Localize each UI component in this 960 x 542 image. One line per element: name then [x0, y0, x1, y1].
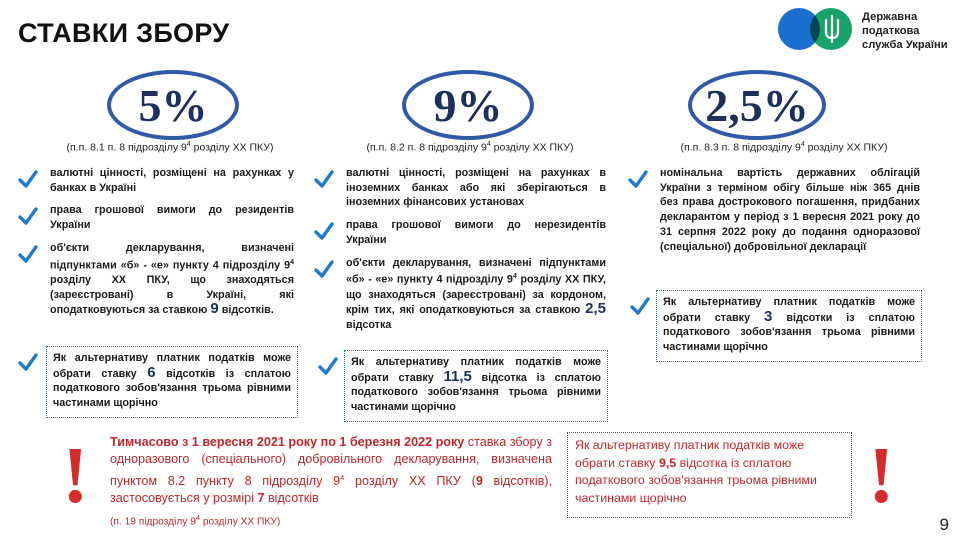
highlight-rate: 2,5: [585, 300, 606, 318]
list-item-text: об'єкти декларування, визначені підпунктами «б» - «е» пункту 4 підрозділу 9: [50, 241, 294, 272]
highlight-rate: 11,5: [443, 367, 472, 385]
alternative-rate-box: [46, 346, 298, 418]
list-item: [18, 241, 294, 318]
alternative-rate-box: [344, 350, 608, 422]
rate-source: [50, 141, 290, 154]
rate-oval-2-5: [688, 70, 826, 140]
list-item-text: об'єкти декларування, визначені підпунктами «б» - «е» пункту 4 підрозділу 9: [346, 256, 606, 286]
rate-source-text: розділу ХХ ПКУ): [190, 141, 274, 154]
rate-value: 9%: [433, 79, 503, 131]
alt-text: Як альтернативу платник податків може обрати ставку: [351, 356, 601, 384]
temporary-source-note: [110, 509, 552, 531]
highlight-rate: 9,5: [658, 455, 677, 470]
rate-source-text: (п.п. 8.3 п. 8 підрозділу 9: [680, 141, 801, 154]
column-9-percent: [314, 166, 606, 341]
list-item-text: валютні цінності, розміщені на рахунках у банках в Україні: [50, 167, 294, 194]
logo-text-line: служба України: [862, 39, 948, 51]
list-item: [18, 203, 294, 232]
checkmark-icon: [18, 169, 38, 189]
list-item: [314, 166, 606, 210]
alt-text: Як альтернативу платник податків може обрати ставку: [663, 296, 915, 324]
highlight-rate: 6: [147, 363, 156, 381]
checkmark-icon: [314, 169, 334, 189]
logo-text-line: податкова: [862, 25, 920, 37]
red-box-text: відсотка із сплатою податкового зобов'язання трьома рівними частинами щорічно: [575, 455, 817, 505]
rate-source-text: (п.п. 8.2 п. 8 підрозділу 9: [366, 141, 487, 154]
highlight-rate: 9: [210, 300, 219, 318]
temporary-text: розділу ХХ ПКУ (: [344, 474, 476, 488]
alt-text: відсотків із сплатою податкового зобов'язання трьома рівними частинами щорічно: [53, 367, 291, 409]
rate-source-sup: 4: [800, 141, 805, 148]
temporary-text: ставка збору з одноразового (спеціального) добровільного декларування, визначена пунктом 8.2 пункту 8 підрозділу 9: [110, 435, 552, 488]
list-item-text: права грошової вимоги до нерезидентів України: [346, 219, 606, 246]
list-item-text: розділу ХХ ПКУ, що знаходяться (зареєстровані) в Україні, які оподатковуються за ставкою: [50, 273, 294, 317]
page-title: СТАВКИ ЗБОРУ: [18, 18, 230, 48]
rate-oval-9: [402, 70, 534, 140]
checkmark-icon: [314, 259, 334, 279]
rate-source-text: розділу ХХ ПКУ): [490, 141, 574, 154]
trident-icon: [822, 14, 842, 44]
note-text: (п. 19 підрозділу 9: [110, 516, 196, 528]
superscript: 4: [340, 472, 345, 482]
temporary-text: відсотків), застосовується у розмірі: [110, 474, 552, 506]
list-item: [628, 166, 920, 254]
checkmark-icon: [18, 352, 38, 372]
temporary-text: відсотків: [264, 491, 319, 506]
list-item: [314, 218, 606, 247]
alternative-rate-box: [656, 290, 922, 362]
temporary-rate-notice: [110, 434, 552, 531]
list-item-text: розділу ХХ ПКУ, що знаходяться (зареєстровані) за кордоном, крім тих, які оподатковуються за ставкою: [346, 273, 606, 317]
logo-text: [862, 10, 948, 52]
superscript: 4: [512, 273, 517, 281]
logo-text-line: Державна: [862, 11, 918, 23]
exclamation-icon: !: [868, 432, 895, 520]
alt-text: відсотки із сплатою податкового зобов'язання трьома рівними частинами щорічно: [663, 311, 915, 353]
rate-value: 2,5%: [705, 79, 809, 131]
list-item-text: відсотка: [346, 318, 392, 331]
list-item: [314, 256, 606, 333]
red-box-text: Як альтернативу платник податків може обрати ставку: [575, 438, 805, 470]
superscript: 4: [290, 258, 294, 266]
highlight-rate: 3: [764, 307, 773, 325]
rate-source-text: розділу ХХ ПКУ): [804, 141, 888, 154]
checkmark-icon: [314, 221, 334, 241]
rate-source-text: (п.п. 8.1 п. 8 підрозділу 9: [66, 141, 187, 154]
column-5-percent: [18, 166, 294, 326]
list-item-text: номінальна вартість державних облігацій України з терміном обігу більше ніж 365 днів без права дострокового погашення, придбаних декларантом у період з 1 вересня 2021 року до 31 серпня 2022 року до подання одноразової (спеціальної) добровільної декларації: [660, 167, 920, 253]
column-2-5-percent: [628, 166, 920, 262]
temporary-lead: Тимчасово з 1 вересня 2021 року по 1 березня 2022 року: [110, 435, 465, 449]
checkmark-icon: [318, 356, 338, 376]
list-item: [18, 166, 294, 195]
rate-oval-5: [107, 70, 239, 140]
temporary-bold: 9: [475, 474, 483, 488]
alternative-temporary-box: [567, 432, 852, 518]
temporary-bold: 7: [257, 491, 265, 506]
rate-source: [350, 141, 590, 154]
alt-text: відсотка із сплатою податкового зобов'язання трьома рівними частинами щорічно: [351, 371, 602, 413]
rate-source-sup: 4: [186, 141, 191, 148]
list-item-text: відсотків.: [218, 304, 274, 317]
page-number: 9: [939, 515, 949, 534]
checkmark-icon: [18, 206, 38, 226]
rate-source-sup: 4: [486, 141, 491, 148]
exclamation-icon: !: [62, 432, 89, 520]
checkmark-icon: [18, 244, 38, 264]
rate-source: [664, 141, 904, 154]
alt-text: Як альтернативу платник податків може обрати ставку: [53, 352, 291, 380]
list-item-text: валютні цінності, розміщені на рахунках в іноземних банках або які зберігаються в іноземних фінансових установах: [346, 167, 606, 209]
checkmark-icon: [630, 296, 650, 316]
rate-value: 5%: [138, 79, 208, 131]
list-item-text: права грошової вимоги до резидентів України: [50, 204, 294, 232]
tax-service-logo: [778, 8, 958, 54]
note-text: розділу ХХ ПКУ): [200, 516, 281, 528]
checkmark-icon: [628, 169, 648, 189]
superscript: 4: [195, 512, 201, 522]
